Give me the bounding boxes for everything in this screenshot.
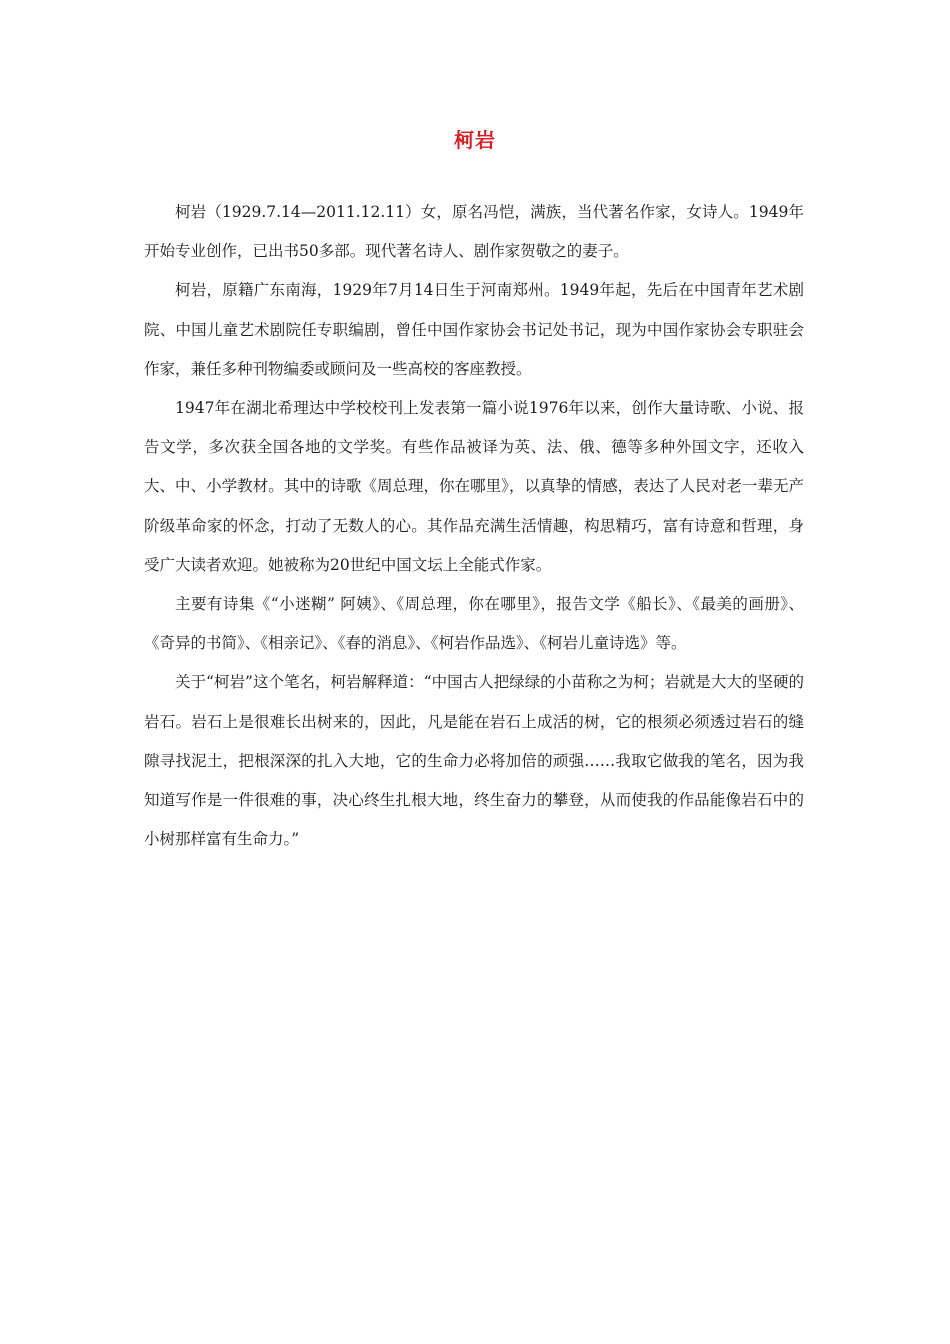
document-title: 柯岩 <box>454 128 496 152</box>
paragraph-career: 柯岩，原籍广东南海，1929年7月14日生于河南郑州。1949年起，先后在中国青年艺术剧院、中国儿童艺术剧院任专职编剧，曾任中国作家协会书记处书记，现为中国作家协会专职驻会作家，兼任多种刊物编委或顾问及一些高校的客座教授。 <box>144 281 804 378</box>
paragraph-major-works: 主要有诗集《“小迷糊” 阿姨》、《周总理，你在哪里》，报告文学《船长》、《最美的画册》、《奇异的书简》、《相亲记》、《春的消息》、《柯岩作品选》、《柯岩儿童诗选》等。 <box>144 595 804 653</box>
paragraph-intro: 柯岩（1929.7.14—2011.12.11）女，原名冯恺，满族，当代著名作家，女诗人。1949年开始专业创作，已出书50多部。现代著名诗人、剧作家贺敬之的妻子。 <box>144 203 804 261</box>
paragraph-works: 1947年在湖北希理达中学校校刊上发表第一篇小说1976年以来，创作大量诗歌、小说、报告文学，多次获全国各地的文学奖。有些作品被译为英、法、俄、德等多种外国文字，还收入大、中、小学教材。其中的诗歌《周总理，你在哪里》，以真挚的情感，表达了人民对老一辈无产阶级革命家的怀念，打动了无数人的心。其作品充满生活情趣，构思精巧，富有诗意和哲理，身受广大读者欢迎。她被称为20世纪中国文坛上全能式作家。 <box>144 399 804 574</box>
document-body <box>144 193 804 859</box>
paragraph-pen-name: 关于“柯岩”这个笔名，柯岩解释道：“中国古人把绿绿的小苗称之为柯；岩就是大大的坚硬的岩石。岩石上是很难长出树来的，因此，凡是能在岩石上成活的树，它的根须必须透过岩石的缝隙寻找泥土，把根深深的扎入大地，它的生命力必将加倍的顽强……我取它做我的笔名，因为我知道写作是一件很难的事，决心终生扎根大地，终生奋力的攀登，从而使我的作品能像岩石中的小树那样富有生命力。” <box>144 673 804 849</box>
